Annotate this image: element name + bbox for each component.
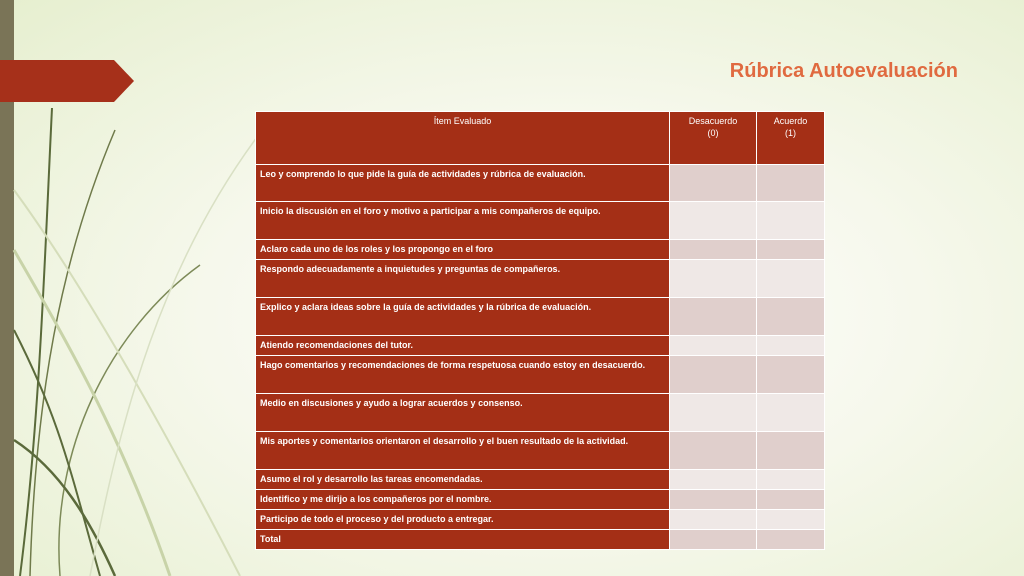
row-item-label: Respondo adecuadamente a inquietudes y preguntas de compañeros. [256,260,670,298]
header-disagree-label: Desacuerdo [688,116,738,126]
agree-cell[interactable] [757,336,825,356]
disagree-cell[interactable] [670,202,757,240]
table-row [256,260,825,298]
table-row [256,490,825,510]
header-agree-label: Acuerdo [773,116,808,126]
disagree-total-cell[interactable] [670,530,757,550]
table-row [256,165,825,202]
row-item-label: Mis aportes y comentarios orientaron el desarrollo y el buen resultado de la actividad. [256,432,670,470]
agree-cell[interactable] [757,298,825,336]
disagree-cell[interactable] [670,470,757,490]
header-item [256,112,670,165]
header-agree-value: (1) [785,128,796,138]
table-row [256,510,825,530]
row-item-label: Inicio la discusión en el foro y motivo a participar a mis compañeros de equipo. [256,202,670,240]
header-agree [757,112,825,165]
agree-cell[interactable] [757,260,825,298]
table-row [256,336,825,356]
table-row [256,298,825,336]
agree-cell[interactable] [757,202,825,240]
disagree-cell[interactable] [670,260,757,298]
disagree-cell[interactable] [670,336,757,356]
rubric-table [255,111,825,550]
disagree-cell[interactable] [670,298,757,336]
agree-cell[interactable] [757,432,825,470]
row-item-label: Explico y aclara ideas sobre la guía de actividades y la rúbrica de evaluación. [256,298,670,336]
disagree-cell[interactable] [670,356,757,394]
agree-cell[interactable] [757,394,825,432]
row-item-label: Leo y comprendo lo que pide la guía de actividades y rúbrica de evaluación. [256,165,670,202]
table-row [256,202,825,240]
disagree-cell[interactable] [670,394,757,432]
row-item-label: Medio en discusiones y ayudo a lograr acuerdos y consenso. [256,394,670,432]
disagree-cell[interactable] [670,165,757,202]
table-row-total [256,530,825,550]
header-item-label: Ítem Evaluado [433,116,492,126]
row-item-label: Atiendo recomendaciones del tutor. [256,336,670,356]
agree-cell[interactable] [757,356,825,394]
table-row [256,432,825,470]
table-row [256,356,825,394]
table-row [256,394,825,432]
row-item-label: Hago comentarios y recomendaciones de forma respetuosa cuando estoy en desacuerdo. [256,356,670,394]
row-item-label: Aclaro cada uno de los roles y los propongo en el foro [256,240,670,260]
header-disagree-value: (0) [707,128,719,138]
title-arrow-tab [0,60,134,102]
table-header-row [256,112,825,165]
agree-cell[interactable] [757,490,825,510]
agree-cell[interactable] [757,470,825,490]
row-item-label: Participo de todo el proceso y del producto a entregar. [256,510,670,530]
row-item-label: Identifico y me dirijo a los compañeros por el nombre. [256,490,670,510]
row-item-label: Asumo el rol y desarrollo las tareas encomendadas. [256,470,670,490]
agree-cell[interactable] [757,240,825,260]
table-row [256,470,825,490]
disagree-cell[interactable] [670,490,757,510]
agree-cell[interactable] [757,510,825,530]
row-item-label-total: Total [256,530,670,550]
disagree-cell[interactable] [670,432,757,470]
disagree-cell[interactable] [670,240,757,260]
header-disagree [670,112,757,165]
agree-total-cell[interactable] [757,530,825,550]
table-row [256,240,825,260]
slide-title: Rúbrica Autoevaluación [729,60,958,82]
disagree-cell[interactable] [670,510,757,530]
agree-cell[interactable] [757,165,825,202]
